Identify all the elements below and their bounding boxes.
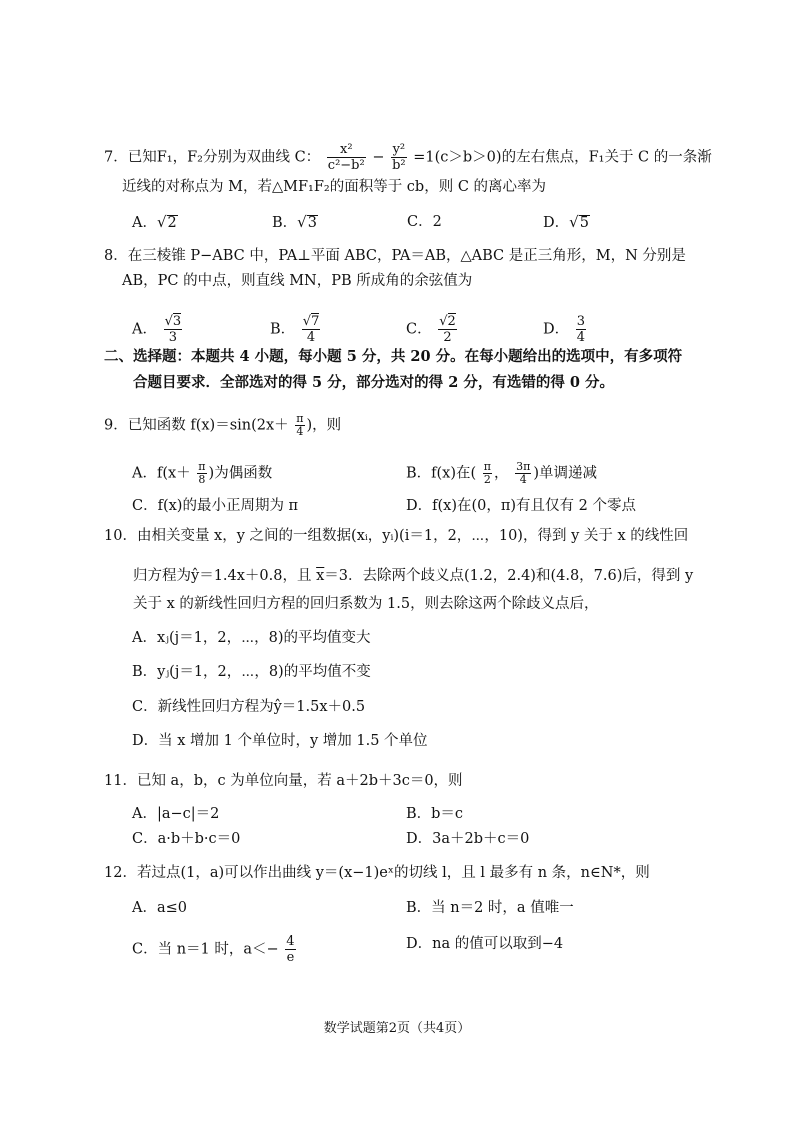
q11-stem: 11．已知 a，b，c 为单位向量，若 a＋2b＋3c＝0，则 — [104, 773, 463, 789]
q7-option-b — [272, 212, 318, 233]
q10-text-a: 归方程为ŷ＝1.4x＋0.8，且 — [133, 568, 317, 584]
q8-option-b-radicand: 7 — [311, 314, 320, 329]
q9-option-a-denominator: 8 — [198, 473, 206, 486]
q10-option-a: A．xⱼ(j＝1，2，⋯，8)的平均值变大 — [132, 630, 371, 646]
q7-option-a — [132, 212, 178, 233]
q9-option-b-comma: ， — [494, 465, 509, 482]
q9-option-b-numerator-1: π — [483, 460, 492, 473]
q12-option-b: B．当 n＝2 时，a 值唯一 — [406, 900, 574, 916]
q9-stem-text-a: 9．已知函数 f(x)＝sin(2x＋ — [104, 417, 289, 434]
q8-option-c-denominator: 2 — [443, 330, 452, 345]
q7-option-d-value: 5 — [579, 215, 589, 231]
q9-option-b-fraction-2 — [515, 461, 531, 486]
q7-option-c: C．2 — [407, 214, 442, 230]
q7-option-d — [543, 212, 590, 233]
q8-option-a-denominator: 3 — [168, 330, 178, 345]
q8-option-b — [270, 314, 322, 345]
q8-option-d-label: D． — [543, 321, 570, 338]
q8-option-b-fraction — [302, 314, 321, 345]
q9-option-d: D．f(x)在(0，π)有且仅有 2 个零点 — [406, 498, 636, 514]
q9-option-b-denominator-1: 2 — [483, 473, 491, 486]
q10-stem-line3: 关于 x 的新线性回归方程的回归系数为 1.5，则去除这两个除歧义点后， — [133, 596, 599, 612]
q8-option-d-denominator: 4 — [576, 330, 586, 345]
q9-option-b-fraction-1 — [483, 461, 492, 486]
q9-option-b-numerator-2: 3π — [516, 460, 531, 473]
q8-option-a — [132, 314, 184, 345]
q9-stem-numerator: π — [296, 412, 304, 425]
q12-option-c-denominator: e — [286, 950, 295, 965]
page-footer: 数学试题第2页（共4页） — [323, 1021, 471, 1036]
q8-option-a-numerator: √3 — [164, 314, 182, 329]
sqrt-icon: √ — [569, 213, 579, 231]
q9-option-b-text-b: )单调递减 — [533, 465, 598, 482]
q8-option-c-fraction — [438, 314, 457, 345]
q12-option-c-numerator: 4 — [286, 934, 295, 949]
q10-xbar: $\overline{x}$ — [316, 568, 325, 584]
q7-option-b-label: B． — [272, 215, 298, 231]
q8-option-a-label: A． — [132, 321, 157, 338]
q7-minus: − — [372, 149, 385, 166]
q7-fraction-2 — [391, 142, 407, 173]
q8-option-c-numerator: √2 — [439, 314, 456, 329]
q8-option-d-numerator: 3 — [576, 314, 586, 329]
q12-option-a: A．a≤0 — [132, 900, 187, 916]
section-2-heading-line2: 合题目要求．全部选对的得 5 分，部分选对的得 2 分，有选错的得 0 分。 — [133, 374, 615, 391]
q7-text-b: =1(c＞b＞0)的左右焦点，F₁关于 C 的一条渐 — [413, 149, 712, 166]
q7-fraction-1 — [327, 142, 366, 173]
q8-option-a-fraction — [164, 314, 183, 345]
q9-stem — [104, 413, 341, 438]
q9-option-a-text-a: A．f(x＋ — [132, 465, 191, 482]
q10-option-b: B．yⱼ(j＝1，2，⋯，8)的平均值不变 — [132, 664, 371, 680]
sqrt-icon: √ — [297, 213, 307, 231]
q7-stem-line1 — [104, 142, 712, 173]
q9-option-a-text-b: )为偶函数 — [208, 465, 273, 482]
q11-option-a: A．|a−c|＝2 — [132, 806, 220, 822]
q10-stem-line1: 10．由相关变量 x，y 之间的一组数据(xᵢ，yᵢ)(i＝1，2，⋯，10)，得到 y 关于 x 的线性回 — [104, 528, 689, 544]
q8-stem-line2: AB，PC 的中点，则直线 MN，PB 所成角的余弦值为 — [122, 273, 473, 289]
q7-f1-denominator: c²−b² — [327, 158, 365, 173]
q12-option-d: D．na 的值可以取到−4 — [406, 936, 564, 952]
q8-option-b-denominator: 4 — [306, 330, 316, 345]
q7-option-a-label: A． — [132, 215, 157, 231]
q11-option-c: C．a·b＋b·c＝0 — [132, 831, 241, 847]
q9-option-b-denominator-2: 4 — [519, 473, 527, 486]
q12-option-c-fraction — [285, 934, 295, 965]
q8-option-c-radicand: 2 — [447, 314, 456, 329]
q10-option-c: C．新线性回归方程为ŷ＝1.5x＋0.5 — [132, 699, 366, 715]
q10-option-d: D．当 x 增加 1 个单位时，y 增加 1.5 个单位 — [132, 733, 428, 749]
q8-option-b-label: B． — [270, 321, 296, 338]
q7-option-d-label: D． — [543, 215, 570, 231]
q7-option-b-value: 3 — [307, 215, 317, 231]
q9-option-a — [132, 461, 272, 486]
q8-option-c-label: C． — [406, 321, 432, 338]
q8-option-b-numerator: √7 — [302, 314, 320, 329]
sqrt-icon: √ — [156, 213, 167, 231]
q9-option-a-fraction — [197, 461, 206, 486]
q9-option-b-text-a: B．f(x)在( — [406, 465, 477, 482]
q7-stem-line2: 近线的对称点为 M，若△MF₁F₂的面积等于 cb，则 C 的离心率为 — [122, 179, 547, 195]
q9-option-c: C．f(x)的最小正周期为 π — [132, 498, 299, 514]
q10-text-b: ＝3．去除两个歧义点(1.2，2.4)和(4.8，7.6)后，得到 y — [324, 568, 694, 584]
q7-f2-numerator: y² — [392, 142, 406, 157]
q8-option-d — [543, 314, 588, 345]
q7-f2-denominator: b² — [392, 158, 406, 173]
q12-option-c — [132, 934, 298, 965]
q9-option-b — [406, 461, 597, 486]
section-2-heading-line1: 二、选择题：本题共 4 小题，每小题 5 分，共 20 分。在每小题给出的选项中，有多项符 — [104, 348, 683, 365]
q8-option-a-radicand: 3 — [172, 314, 182, 329]
q9-stem-text-b: )，则 — [306, 417, 342, 434]
q10-stem-line2 — [133, 566, 693, 586]
q7-option-a-value: 2 — [167, 215, 177, 231]
q7-f1-numerator: x² — [327, 142, 366, 158]
q12-option-c-text: C．当 n＝1 时，a＜− — [132, 941, 279, 958]
q7-text-a: 7．已知F₁，F₂分别为双曲线 C： — [104, 149, 321, 166]
q12-stem: 12．若过点(1，a)可以作出曲线 y＝(x−1)eˣ的切线 l，且 l 最多有 n 条，n∈N*，则 — [104, 865, 650, 881]
q8-option-c — [406, 314, 459, 345]
q11-option-b: B．b＝c — [406, 806, 464, 822]
q9-stem-fraction — [295, 413, 304, 438]
q9-option-a-numerator: π — [198, 460, 206, 473]
q11-option-d: D．3a＋2b＋c＝0 — [406, 831, 530, 847]
q9-stem-denominator: 4 — [296, 425, 304, 438]
q8-stem-line1: 8．在三棱锥 P−ABC 中，PA⊥平面 ABC，PA＝AB，△ABC 是正三角形，M，N 分别是 — [104, 248, 686, 264]
q8-option-d-fraction — [576, 314, 586, 345]
